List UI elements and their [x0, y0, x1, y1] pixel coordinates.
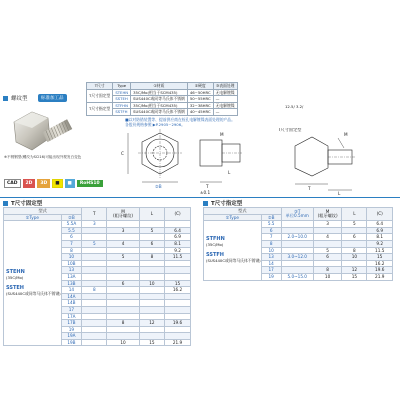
cell-m	[107, 326, 139, 333]
spec-row: SSTFH SUS440C或同等马氏体不锈钢 40~45HRC —	[87, 109, 238, 116]
cell-l: 10	[342, 254, 367, 261]
cell-t	[82, 326, 107, 333]
section-title-specified: T尺寸指定型	[203, 199, 242, 207]
cell-m	[107, 267, 139, 274]
cell-c	[165, 221, 191, 228]
drawing-c-label: C	[121, 151, 124, 156]
cell-m: 4	[313, 234, 342, 241]
cell-l: 5	[342, 221, 367, 228]
cell-c: 6.9	[165, 234, 191, 241]
cell-l: 12	[342, 267, 367, 274]
cell-c: 8.1	[367, 234, 393, 241]
type-sub-2: (SUS440C或同等马氏体不锈钢)	[6, 291, 61, 297]
spec-header-material: ①材质	[131, 83, 188, 90]
cell-m	[107, 221, 139, 228]
cell-m	[107, 333, 139, 340]
cell-b[interactable]: 10	[261, 247, 281, 254]
drawing-t-label-right: T	[308, 186, 311, 191]
cell-m	[107, 300, 139, 307]
cad-3d-icon[interactable]: 3D	[37, 179, 50, 188]
cell-b[interactable]: 19A	[61, 333, 82, 340]
cell-t	[82, 260, 107, 267]
cell-t	[82, 339, 107, 346]
order-table-specified-body	[204, 221, 393, 280]
cell-l: 15	[139, 339, 164, 346]
cell-m	[313, 260, 342, 267]
cell-c: 15	[367, 254, 393, 261]
cell-l	[139, 234, 164, 241]
cell-t: 5.0~15.0	[281, 273, 313, 280]
cell-m: 3	[107, 227, 139, 234]
drawing-l-label-right: L	[338, 191, 341, 196]
cell-l	[139, 300, 164, 307]
surface-roughness-marks: 12.5/ 3.2/	[285, 104, 304, 109]
cell-b[interactable]: 19	[61, 326, 82, 333]
cad-label: CAD	[4, 179, 21, 188]
cell-t	[281, 221, 313, 228]
cell-b[interactable]: 17	[61, 306, 82, 313]
cell-c: 6.9	[367, 227, 393, 234]
product-header	[3, 94, 28, 102]
cell-b[interactable]: 5.5	[261, 221, 281, 228]
type-sub-1: (35C/Mo)	[206, 242, 224, 248]
cell-m: 4	[107, 240, 139, 247]
spec-header-surface: ③表面处理	[213, 83, 237, 90]
type-cell	[204, 221, 262, 280]
cell-t	[82, 333, 107, 340]
cell-l	[139, 333, 164, 340]
cell-l: 8	[342, 247, 367, 254]
cell-m: 8	[107, 320, 139, 327]
drawing-b-label: ②B	[155, 184, 162, 189]
bullet-square-icon	[203, 201, 208, 206]
cell-b[interactable]: 17B	[61, 320, 82, 327]
bullet-square-icon	[3, 96, 8, 101]
cell-t	[82, 293, 107, 300]
table-row	[204, 221, 393, 228]
cell-b[interactable]: 7	[261, 234, 281, 241]
cell-l	[342, 260, 367, 267]
cell-b[interactable]: 10	[61, 254, 82, 261]
cell-m: 5	[107, 254, 139, 261]
rohs-badge: RoHS10	[77, 180, 103, 187]
cell-t	[82, 227, 107, 234]
cell-c	[165, 260, 191, 267]
type-cell	[4, 221, 62, 346]
cell-m	[107, 313, 139, 320]
cad-2d-icon[interactable]: 2D	[23, 179, 36, 188]
cell-t	[82, 320, 107, 327]
cell-m: 6	[313, 254, 342, 261]
cell-c	[165, 313, 191, 320]
section-title-fixed: T尺寸固定型	[3, 199, 42, 207]
cell-l	[139, 326, 164, 333]
cell-t	[281, 227, 313, 234]
type-code-2[interactable]: SSTFH	[206, 252, 224, 259]
cell-c: 15	[165, 280, 191, 287]
cell-b[interactable]: 6	[61, 234, 82, 241]
cell-t	[82, 280, 107, 287]
hex-stopper-product-image	[4, 104, 82, 174]
spec-header-hardness: ②硬度	[187, 83, 213, 90]
cell-l	[139, 287, 164, 294]
cell-b[interactable]: 10B	[61, 260, 82, 267]
cell-c	[165, 306, 191, 313]
cell-m: 8	[313, 267, 342, 274]
cell-l: 5	[139, 227, 164, 234]
cell-b[interactable]: 17A	[61, 313, 82, 320]
cell-t: 3.0~12.0	[281, 254, 313, 261]
spec-row: T尺寸指定型 STFHN 35C/Mo(相当于SCM435) 32~38HRC 无电解镀镍	[87, 102, 238, 109]
cell-b[interactable]: 14	[61, 287, 82, 294]
cell-b[interactable]: 5.5	[61, 227, 82, 234]
cell-c: 8.1	[165, 240, 191, 247]
type-code-1[interactable]: STFHN	[206, 236, 225, 243]
cell-m: 3	[313, 221, 342, 228]
cell-m: 5	[313, 247, 342, 254]
spec-row: T尺寸固定型 STEHN 35C/Mo(相当于SCM435) 46~50HRC 无电解镀镍	[87, 89, 238, 96]
cell-t: 8	[82, 287, 107, 294]
cell-l	[139, 221, 164, 228]
cell-b[interactable]: 17	[261, 267, 281, 274]
cell-b[interactable]: 19	[261, 273, 281, 280]
cell-c: 6.4	[367, 221, 393, 228]
cell-l	[139, 306, 164, 313]
order-table-fixed: 型式 T M (粗牙螺纹) L (C) ①Type ②B STEHN (35C/Mo) SSTEH (SUS440C或同等马氏体不锈钢) 5.5A 3 5.5 3 5 6.4 6 6.9 7 5 4 6 8.1 8 9.2 10 5 8 11.5 10B 13 13A 13B 6 10 15 14 8 16.2 14A 14B 17 17A 17B 8 12 19.6 19 19A 19B 10 15 21.9	[3, 207, 191, 346]
cell-t	[82, 300, 107, 307]
type-sub-1: (35C/Mo)	[6, 275, 24, 281]
cell-l: 8	[139, 254, 164, 261]
product-title: 螺纹型	[11, 96, 28, 102]
cell-b[interactable]: 7	[61, 240, 82, 247]
cad-row	[4, 179, 103, 188]
cell-m	[107, 234, 139, 241]
drawing-right-label: T尺寸固定型	[278, 128, 302, 132]
drawing-t-label: T	[206, 184, 209, 189]
order-table-fixed-body	[4, 221, 191, 346]
cell-m	[107, 260, 139, 267]
table-row	[4, 221, 191, 228]
cell-c: 16.2	[165, 287, 191, 294]
drawing-m-label-right: M	[344, 132, 348, 137]
cell-l: 6	[139, 240, 164, 247]
cell-b[interactable]: 8	[261, 240, 281, 247]
cell-b[interactable]: 13	[61, 267, 82, 274]
cell-t	[281, 247, 313, 254]
product-note: ※不锈钢型(螺纹为SCl16)可能出现外观发白变色	[4, 155, 82, 159]
cell-b[interactable]: 13A	[61, 273, 82, 280]
cell-c	[165, 333, 191, 340]
cell-c	[165, 273, 191, 280]
cell-c: 19.6	[165, 320, 191, 327]
spec-table	[86, 82, 238, 116]
cell-l	[139, 267, 164, 274]
cell-t: 5	[82, 240, 107, 247]
cell-c: 21.9	[165, 339, 191, 346]
cell-l	[139, 273, 164, 280]
cell-c: 9.2	[367, 240, 393, 247]
cell-b[interactable]: 19B	[61, 339, 82, 346]
cell-c: 19.6	[367, 267, 393, 274]
cell-l: 12	[139, 320, 164, 327]
cell-c: 6.4	[165, 227, 191, 234]
cell-l	[139, 247, 164, 254]
cell-c: 11.5	[367, 247, 393, 254]
cell-t	[82, 306, 107, 313]
spec-note: ■以对防错装置等、提前供应商在检孔电解镀镍表面处理的产品。 各股份规格参照 ▶P.2905~2906。	[125, 117, 235, 127]
type-code-2[interactable]: SSTEH	[6, 285, 24, 292]
spec-header-t: T尺寸	[87, 83, 113, 90]
order-table-specified: 型式 ③T 单位0.5mm M (粗牙螺纹) L (C) ①Type ②B STFHN (35C/Mo) SSTFH (SUS440C或同等马氏体不锈钢) 5.5 3 5 6.4 6 6.9 7 2.0~10.0 4 6 8.1 8 9.2 10 5 8 11.5 13 3.0~12.0 6 10 15 14 16.2 17 8 12 19.6 19 5.0~15.0 10 15 21.9	[203, 207, 393, 281]
cell-c: 16.2	[367, 260, 393, 267]
cell-t	[82, 254, 107, 261]
cell-m: 6	[107, 280, 139, 287]
cell-b[interactable]: 5.5A	[61, 221, 82, 228]
cad-format-icon: ■	[52, 179, 62, 188]
cell-c: 11.5	[165, 254, 191, 261]
cell-m	[107, 287, 139, 294]
drawing-l-label-left: L	[228, 170, 231, 175]
cell-b[interactable]: 8	[61, 247, 82, 254]
cell-c	[165, 300, 191, 307]
cell-l	[139, 260, 164, 267]
drawing-m-label-left: M	[220, 132, 224, 137]
cell-m: 10	[107, 339, 139, 346]
cell-c	[165, 267, 191, 274]
cell-b[interactable]: 14B	[61, 300, 82, 307]
bullet-square-icon	[3, 201, 8, 206]
cell-t	[82, 247, 107, 254]
cell-b[interactable]: 14	[261, 260, 281, 267]
technical-drawing	[120, 128, 390, 196]
cell-m	[107, 293, 139, 300]
type-code-1[interactable]: STEHN	[6, 269, 25, 276]
cell-t	[82, 273, 107, 280]
cell-l: 15	[342, 273, 367, 280]
cell-t: 2.0~10.0	[281, 234, 313, 241]
cell-t	[281, 240, 313, 247]
cad-format-icon-2: ■	[65, 179, 75, 188]
cell-m	[107, 247, 139, 254]
cell-b[interactable]: 13B	[61, 280, 82, 287]
cell-l	[139, 313, 164, 320]
cell-c	[165, 326, 191, 333]
spec-header-type: Type	[113, 83, 131, 90]
type-sub-2: (SUS440C或同等马氏体不锈钢)	[206, 258, 261, 264]
cell-m	[107, 306, 139, 313]
standard-badge: 标准加工品	[38, 94, 67, 102]
cell-c: 21.9	[367, 273, 393, 280]
cell-b[interactable]: 14A	[61, 293, 82, 300]
cell-m	[107, 273, 139, 280]
cell-l: 6	[342, 234, 367, 241]
cell-c	[165, 293, 191, 300]
cell-c: 9.2	[165, 247, 191, 254]
cell-m	[313, 227, 342, 234]
cell-m	[313, 240, 342, 247]
cell-l	[342, 240, 367, 247]
cell-b[interactable]: 13	[261, 254, 281, 261]
cell-l	[139, 293, 164, 300]
cell-t	[82, 313, 107, 320]
cell-b[interactable]: 6	[261, 227, 281, 234]
cell-l	[342, 227, 367, 234]
cell-m: 10	[313, 273, 342, 280]
section-divider	[0, 197, 400, 198]
cell-l: 10	[139, 280, 164, 287]
cell-t	[281, 260, 313, 267]
drawing-tol-label: ±0.1	[200, 190, 211, 195]
spec-row: SSTEH SUS440C或同等马氏体不锈钢 50~55HRC —	[87, 96, 238, 103]
cell-t	[281, 267, 313, 274]
cell-t: 3	[82, 221, 107, 228]
cell-t	[82, 234, 107, 241]
cell-t	[82, 267, 107, 274]
